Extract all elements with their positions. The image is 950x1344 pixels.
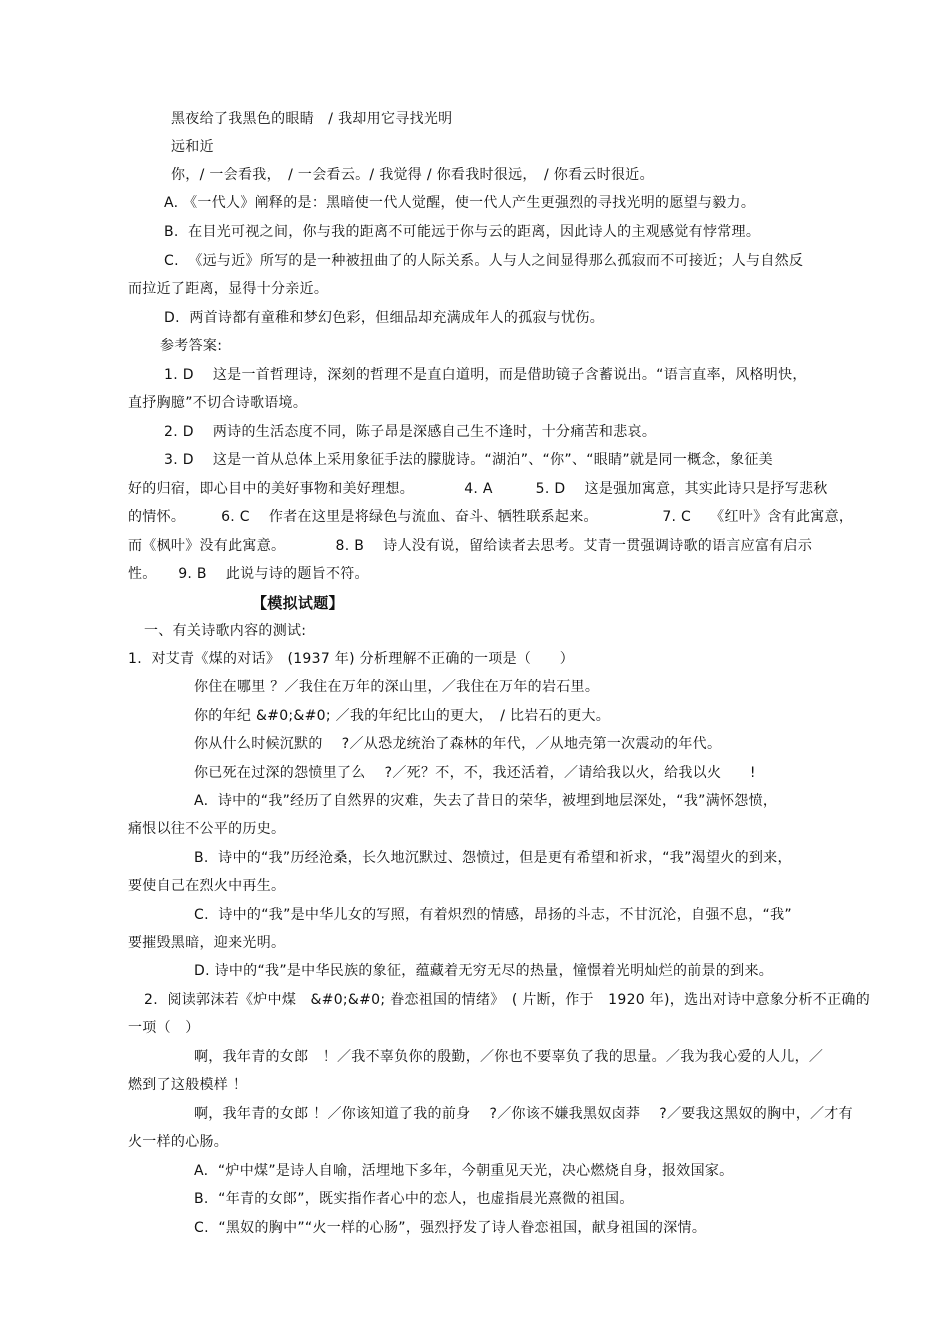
answers-6-7: 的情怀。 6. C 作者在这里是将绿色与流血、奋斗、牺牲联系起来。 7. C 《红叶》含有此寓意，: [128, 509, 854, 525]
answer-1-continued: 直抒胸臆”不切合诗歌语境。: [128, 395, 308, 411]
answer-1: 1. D 这是一首哲理诗，深刻的哲理不是直白道明，而是借助镜子含蓄说出。“语言直率，风格明快，: [164, 367, 807, 383]
q1-option-c: C. 诗中的“我”是中华儿女的写照，有着炽烈的情感，昂扬的斗志，不甘沉沦，自强不息，“我”: [194, 907, 792, 923]
q1-option-a: A. 诗中的“我”经历了自然界的灾难，失去了昔日的荣华，被埋到地层深处，“我”满怀怨愤，: [194, 793, 778, 809]
poem-title-yuanhejin: 远和近: [171, 139, 214, 155]
q2-option-b: B. “年青的女郎”，既实指作者心中的恋人，也虚指晨光熹微的祖国。: [194, 1191, 634, 1207]
answers-9: 性。 9. B 此说与诗的题旨不符。: [128, 566, 369, 582]
question-2: 2. 阅读郭沫若《炉中煤 &#0;&#0; 眷恋祖国的情绪》 ( 片断，作于 1920 年)，选出对诗中意象分析不正确的: [144, 992, 871, 1008]
option-c-continued: 而拉近了距离，显得十分亲近。: [128, 281, 329, 297]
question-2-continued: 一项（ ）: [128, 1020, 200, 1036]
option-b: B. 在目光可视之间，你与我的距离不可能远于你与云的距离，因此诗人的主观感觉有悖常理。: [164, 224, 761, 240]
poem-coal-line-4: 你已死在过深的怨愤里了么 ?／死？不，不，我还活着，／请给我以火，给我以火 !: [194, 765, 756, 781]
part-one-heading: 一、有关诗歌内容的测试:: [144, 623, 307, 639]
option-d: D. 两首诗都有童稚和梦幻色彩，但细品却充满成年人的孤寂与忧伤。: [164, 310, 605, 326]
option-a: A. 《一代人》阐释的是：黑暗使一代人觉醒，使一代人产生更强烈的寻找光明的愿望与毅力。: [164, 195, 756, 211]
q1-option-a-continued: 痛恨以往不公平的历史。: [128, 821, 286, 837]
section-title-mock-test: 【模拟试题】: [252, 594, 344, 612]
poem-luzhongmei-line-1: 啊，我年青的女郎 ！／我不辜负你的殷勤，／你也不要辜负了我的思量。／我为我心爱的人儿，／: [194, 1049, 824, 1065]
poem-luzhongmei-line-2-continued: 火一样的心肠。: [128, 1134, 229, 1150]
answer-3: 3. D 这是一首从总体上采用象征手法的朦胧诗。“湖泊”、“你”、“眼睛”就是同一概念，象征美: [164, 452, 773, 468]
q1-option-c-continued: 要摧毁黑暗，迎来光明。: [128, 935, 286, 951]
poem-line-yuanhejin: 你，/ 一会看我， / 一会看云。/ 我觉得 / 你看我时很远， / 你看云时很近。: [171, 167, 654, 183]
answer-2: 2. D 两诗的生活态度不同，陈子昂是深感自己生不逢时，十分痛苦和悲哀。: [164, 424, 657, 440]
q2-option-c: C. “黑奴的胸中”“火一样的心肠”，强烈抒发了诗人眷恋祖国，献身祖国的深情。: [194, 1220, 707, 1236]
poem-coal-line-2: 你的年纪 &#0;&#0; ／我的年纪比山的更大， / 比岩石的更大。: [194, 708, 611, 724]
q1-option-d: D. 诗中的“我”是中华民族的象征，蕴藏着无穷无尽的热量，憧憬着光明灿烂的前景的到来。: [194, 963, 774, 979]
poem-luzhongmei-line-2: 啊，我年青的女郎 ！／你该知道了我的前身 ?／你该不嫌我黑奴卤莽 ?／要我这黑奴的胸中，／才有: [194, 1106, 853, 1122]
poem-luzhongmei-line-1-continued: 燃到了这般模样 ！: [128, 1077, 248, 1093]
question-1: 1. 对艾青《煤的对话》 (1937 年) 分析理解不正确的一项是（ ）: [128, 651, 575, 667]
answers-8: 而《枫叶》没有此寓意。 8. B 诗人没有说，留给读者去思考。艾青一贯强调诗歌的语言应富有启示: [128, 538, 813, 554]
q2-option-a: A. “炉中煤”是诗人自喻，活埋地下多年，今朝重见天光，决心燃烧自身，报效国家。: [194, 1163, 734, 1179]
option-c: C. 《远与近》所写的是一种被扭曲了的人际关系。人与人之间显得那么孤寂而不可接近；人与自然反: [164, 253, 804, 269]
answers-3-5: 好的归宿，即心目中的美好事物和美好理想。 4. A 5. D 这是强加寓意，其实此诗只是抒写悲秋: [128, 481, 828, 497]
poem-coal-line-3: 你从什么时候沉默的 ?／从恐龙统治了森林的年代，／从地壳第一次震动的年代。: [194, 736, 722, 752]
q1-option-b: B. 诗中的“我”历经沧桑，长久地沉默过、怨愤过，但是更有希望和祈求，“我”渴望火的到来，: [194, 850, 792, 866]
q1-option-b-continued: 要使自己在烈火中再生。: [128, 878, 286, 894]
poem-coal-line-1: 你住在哪里 ？／我住在万年的深山里，／我住在万年的岩石里。: [194, 679, 600, 695]
poem-line-yidairen: 黑夜给了我黑色的眼睛 / 我却用它寻找光明: [171, 111, 453, 127]
answers-heading: 参考答案:: [160, 338, 223, 354]
